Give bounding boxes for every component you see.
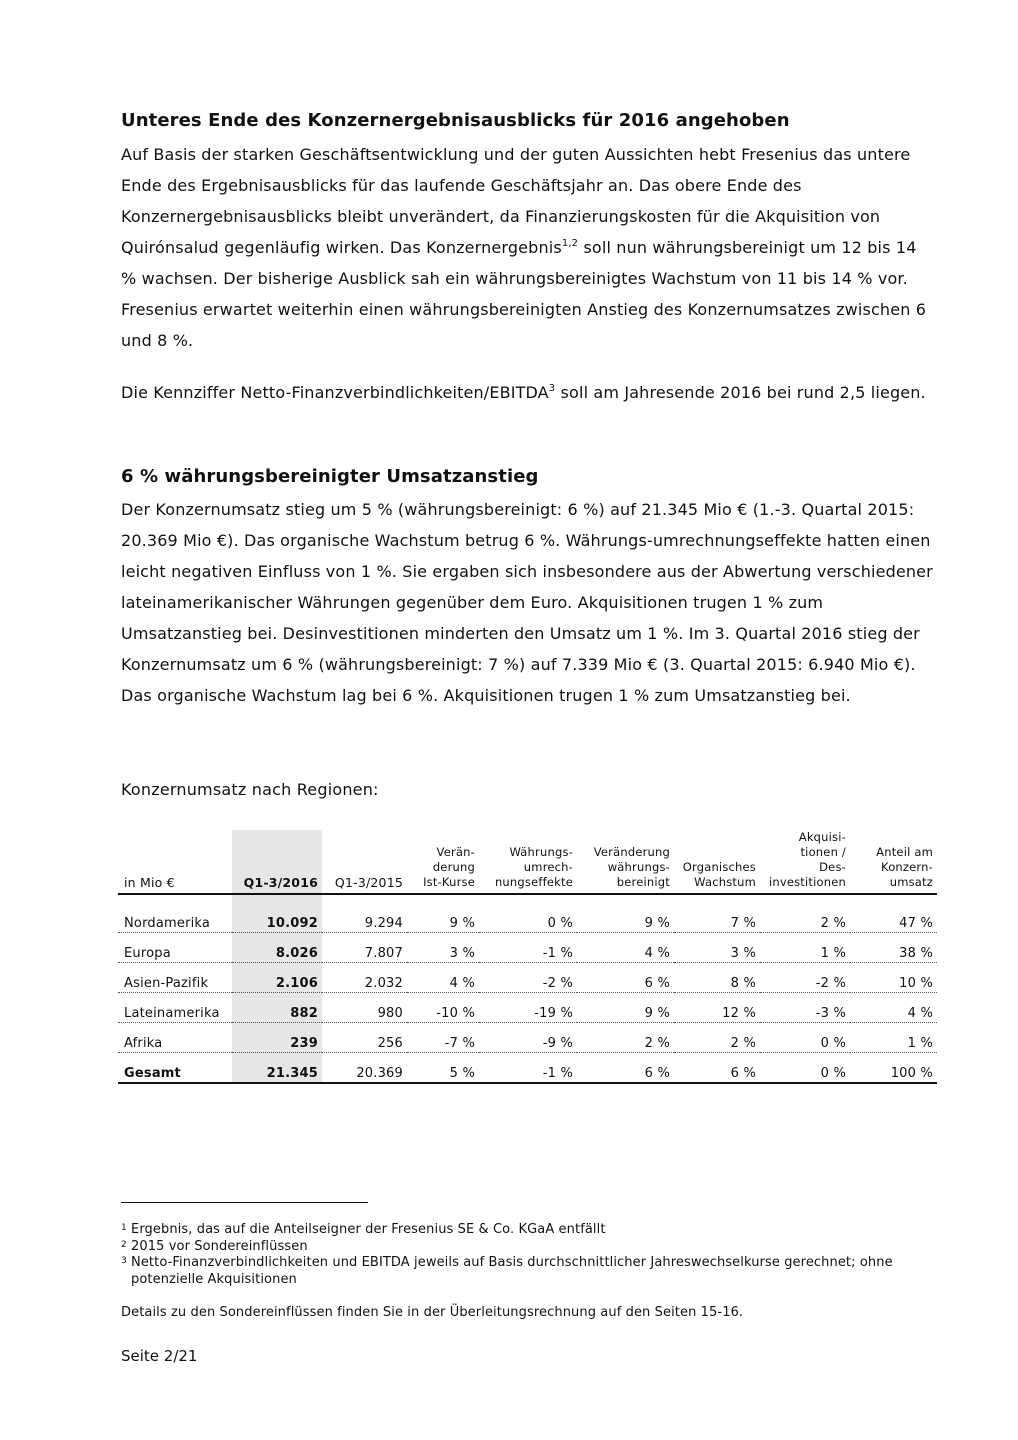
- cell-acq: -3 %: [760, 993, 850, 1023]
- cell-fx: -1 %: [479, 933, 577, 963]
- footnote-mark: 3: [121, 1256, 127, 1266]
- cell-org: 2 %: [674, 1023, 760, 1053]
- cell-cc: 4 %: [577, 933, 674, 963]
- paragraph-sales: Der Konzernumsatz stieg um 5 % (währungsbereinigt: 6 %) auf 21.345 Mio € (1.-3. Quartal 2015: 20.369 Mio €). Das organische Wachstum betrug 6 %. Währungs-umrechnungseffekte hatten einen leicht negativen Einfluss von 1 %. Sie ergaben sich insbesondere aus der Abwertung verschiedener lateinamerikanischer Währungen gegenüber dem Euro. Akquisitionen trugen 1 % zum Umsatzanstieg bei. Desinvestitionen minderten den Umsatz um 1 %. Im 3. Quartal 2016 stieg der Konzernumsatz um 6 % (währungsbereinigt: 7 %) auf 7.339 Mio € (3. Quartal 2015: 6.940 Mio €). Das organische Wachstum lag bei 6 %. Akquisitionen trugen 1 % zum Umsatzanstieg bei.: [121, 500, 933, 705]
- cell-cc: 6 %: [577, 1053, 674, 1084]
- cell-acq: 0 %: [760, 1023, 850, 1053]
- paragraph-net-debt: [121, 377, 933, 408]
- cell-fx: -9 %: [479, 1023, 577, 1053]
- cell-q2015: 9.294: [322, 903, 407, 933]
- cell-change: -10 %: [407, 993, 479, 1023]
- cell-q2016: 21.345: [232, 1053, 322, 1084]
- table-row: [118, 903, 937, 933]
- cell-region: Gesamt: [118, 1053, 232, 1084]
- footnote-ref-1-2[interactable]: 1,2: [561, 237, 579, 249]
- cell-region: Europa: [118, 933, 232, 963]
- cell-fx: -19 %: [479, 993, 577, 1023]
- cell-share: 47 %: [850, 903, 937, 933]
- cell-q2016: 882: [232, 993, 322, 1023]
- cell-region: Nordamerika: [118, 903, 232, 933]
- table-row: [118, 933, 937, 963]
- paragraph-outlook: [121, 139, 933, 356]
- footnote-mark: 1: [121, 1223, 127, 1233]
- footnotes: [121, 1222, 941, 1288]
- section-heading-sales: 6 % währungsbereinigter Umsatzanstieg: [121, 466, 539, 487]
- paragraph-outlook-text-b: soll nun währungsbereinigt um 12 bis 14 % wachsen. Der bisherige Ausblick sah ein währungsbereinigtes Wachstum von 11 bis 14 % vor. Fresenius erwartet weiterhin einen währungsbereinigten Anstieg des Konzernumsatzes zwischen 6 und 8 %.: [121, 238, 927, 350]
- cell-share: 10 %: [850, 963, 937, 993]
- cell-q2015: 256: [322, 1023, 407, 1053]
- cell-org: 12 %: [674, 993, 760, 1023]
- paragraph-net-debt-text-b: soll am Jahresende 2016 bei rund 2,5 liegen.: [555, 383, 926, 402]
- cell-region: Lateinamerika: [118, 993, 232, 1023]
- cell-q2015: 20.369: [322, 1053, 407, 1084]
- cell-change: 9 %: [407, 903, 479, 933]
- cell-region: Asien-Pazifik: [118, 963, 232, 993]
- cell-change: 4 %: [407, 963, 479, 993]
- cell-share: 38 %: [850, 933, 937, 963]
- cell-fx: -1 %: [479, 1053, 577, 1084]
- footnote-1: [121, 1222, 941, 1239]
- header-q2016: Q1-3/2016: [232, 830, 322, 894]
- cell-org: 7 %: [674, 903, 760, 933]
- cell-share: 1 %: [850, 1023, 937, 1053]
- cell-q2016: 10.092: [232, 903, 322, 933]
- table-row: [118, 993, 937, 1023]
- cell-q2015: 980: [322, 993, 407, 1023]
- cell-org: 6 %: [674, 1053, 760, 1084]
- cell-fx: 0 %: [479, 903, 577, 933]
- cell-cc: 9 %: [577, 903, 674, 933]
- table-row: [118, 1023, 937, 1053]
- table-row: [118, 963, 937, 993]
- header-change: Verän- derung Ist-Kurse: [407, 830, 479, 894]
- cell-q2015: 2.032: [322, 963, 407, 993]
- cell-acq: 1 %: [760, 933, 850, 963]
- paragraph-net-debt-text-a: Die Kennziffer Netto-Finanzverbindlichkeiten/EBITDA: [121, 383, 549, 402]
- section-heading-outlook: Unteres Ende des Konzernergebnisausblicks für 2016 angehoben: [121, 110, 790, 131]
- footnote-3: [121, 1255, 941, 1288]
- header-unit: in Mio €: [118, 830, 232, 894]
- cell-q2016: 8.026: [232, 933, 322, 963]
- footnote-text: Netto-Finanzverbindlichkeiten und EBITDA jeweils auf Basis durchschnittlicher Jahreswechselkurse gerechnet; ohne potenzielle Akquisitionen: [131, 1255, 893, 1287]
- header-share: Anteil am Konzern- umsatz: [850, 830, 937, 894]
- cell-cc: 9 %: [577, 993, 674, 1023]
- cell-q2015: 7.807: [322, 933, 407, 963]
- header-constant-currency: Veränderung währungs- bereinigt: [577, 830, 674, 894]
- sales-by-region-table: [118, 830, 937, 1084]
- cell-change: 5 %: [407, 1053, 479, 1084]
- cell-q2016: 239: [232, 1023, 322, 1053]
- cell-cc: 6 %: [577, 963, 674, 993]
- cell-change: -7 %: [407, 1023, 479, 1053]
- cell-org: 3 %: [674, 933, 760, 963]
- header-fx-effects: Währungs- umrech- nungseffekte: [479, 830, 577, 894]
- footnote-mark: 2: [121, 1239, 127, 1250]
- header-q2015: Q1-3/2015: [322, 830, 407, 894]
- cell-org: 8 %: [674, 963, 760, 993]
- details-note: Details zu den Sondereinflüssen finden Sie in der Überleitungsrechnung auf den Seiten 15-16.: [121, 1305, 744, 1320]
- cell-change: 3 %: [407, 933, 479, 963]
- cell-share: 4 %: [850, 993, 937, 1023]
- cell-acq: 0 %: [760, 1053, 850, 1084]
- cell-acq: -2 %: [760, 963, 850, 993]
- table-total-row: [118, 1053, 937, 1084]
- table-spacer: [118, 894, 937, 903]
- cell-cc: 2 %: [577, 1023, 674, 1053]
- header-organic-growth: Organisches Wachstum: [674, 830, 760, 894]
- cell-share: 100 %: [850, 1053, 937, 1084]
- footnote-text: Ergebnis, das auf die Anteilseigner der Fresenius SE & Co. KGaA entfällt: [131, 1222, 606, 1237]
- cell-region: Afrika: [118, 1023, 232, 1053]
- footnote-ref-3[interactable]: 3: [548, 382, 556, 394]
- page-number: Seite 2/21: [121, 1347, 198, 1365]
- table-caption: Konzernumsatz nach Regionen:: [121, 780, 379, 799]
- footnote-divider: [121, 1202, 368, 1203]
- paragraph-outlook-text-a: Auf Basis der starken Geschäftsentwicklung und der guten Aussichten hebt Fresenius das untere Ende des Ergebnisausblicks für das laufende Geschäftsjahr an. Das obere Ende des Konzernergebnisausblicks bleibt unverändert, da Finanzierungskosten für die Akquisition von Quirónsalud gegenläufig wirken. Das Konzernergebnis: [121, 145, 911, 257]
- footnote-2: [121, 1239, 941, 1256]
- cell-fx: -2 %: [479, 963, 577, 993]
- header-acquisitions: Akquisi- tionen / Des- investitionen: [760, 830, 850, 894]
- footnote-text: 2015 vor Sondereinflüssen: [131, 1238, 308, 1254]
- cell-q2016: 2.106: [232, 963, 322, 993]
- table-header-row: [118, 830, 937, 894]
- cell-acq: 2 %: [760, 903, 850, 933]
